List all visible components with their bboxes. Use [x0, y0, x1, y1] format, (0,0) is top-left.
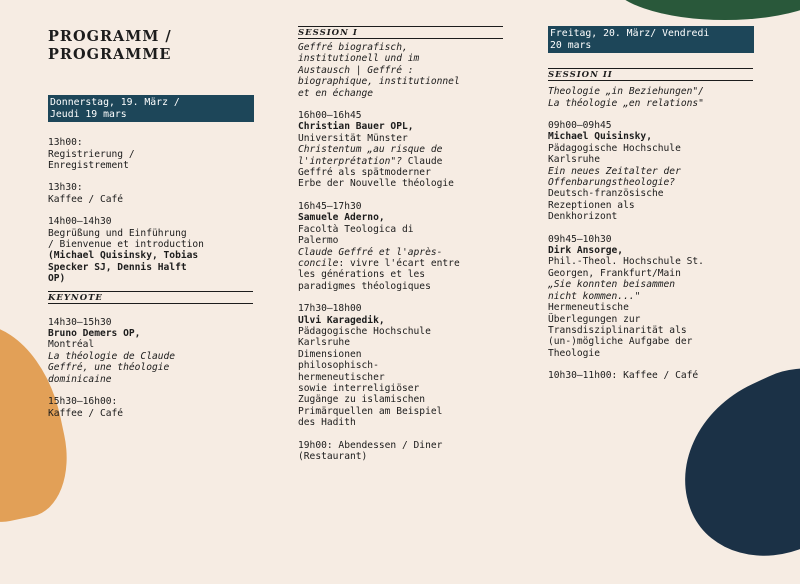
column-session-1 — [298, 0, 503, 462]
session-1-heading: SESSION I — [298, 26, 503, 39]
talk-ansorge: 09h45–10h30 Dirk Ansorge, Phil.-Theol. Hochschule St. Georgen, Frankfurt/Main „Sie konnten beisammen nicht kommen..." Hermeneutische Überlegungen zur Transdisziplinarität als (un-)mögliche Aufgabe der Theologie — [548, 233, 704, 359]
keynote-heading: KEYNOTE — [48, 291, 253, 304]
event-registration: 13h00: Registrierung / Enregistrement — [48, 137, 135, 171]
session-2-heading: SESSION II — [548, 68, 753, 81]
event-coffee-1: 13h30: Kaffee / Café — [48, 182, 124, 205]
event-coffee-2: 15h30–16h00: Kaffee / Café — [48, 396, 124, 419]
event-welcome: 14h00–14h30 Begrüßung und Einführung / Bienvenue et introduction (Michael Quisinsky, Tobias Specker SJ, Dennis Halft OP) — [48, 216, 204, 285]
day-header-friday: Freitag, 20. März/ Vendredi 20 mars — [548, 26, 754, 53]
column-friday — [548, 0, 753, 382]
column-thursday — [48, 0, 253, 419]
talk-aderno: 16h45–17h30 Samuele Aderno, Facoltà Teologica di Palermo Claude Geffré et l'après- concile: vivre l'écart entre les générations et les paradigmes théologiques — [298, 200, 460, 292]
talk-karagedik: 17h30–18h00 Ulvi Karagedik, Pädagogische Hochschule Karlsruhe Dimensionen philosophisch- hermeneutischer sowie interreligiöser Zugänge zu islamischen Primärquellen am Beispiel des Hadith — [298, 303, 443, 429]
talk-quisinsky: 09h00–09h45 Michael Quisinsky, Pädagogische Hochschule Karlsruhe Ein neues Zeitalter der Offenbarungstheologie? Deutsch-französische Rezeptionen als Denkhorizont — [548, 120, 681, 223]
session-2-theme: Theologie „in Beziehungen"/ La théologie „en relations" — [548, 86, 704, 109]
event-coffee-3: 10h30–11h00: Kaffee / Café — [548, 370, 699, 382]
program-title: PROGRAMM / PROGRAMME — [48, 28, 172, 63]
event-keynote: 14h30–15h30 Bruno Demers OP, Montréal La théologie de Claude Geffré, une théologie dominicaine — [48, 316, 176, 385]
day-header-thursday: Donnerstag, 19. März / Jeudi 19 mars — [48, 95, 254, 122]
talk-bauer: 16h00–16h45 Christian Bauer OPL, Universität Münster Christentum „au risque de l'interprétation"? Claude Geffré als spätmoderner Erbe der Nouvelle théologie — [298, 110, 454, 190]
event-dinner: 19h00: Abendessen / Diner (Restaurant) — [298, 439, 443, 462]
session-1-theme: Geffré biografisch, institutionell und im Austausch | Geffré : biographique, institutionnel et en échange — [298, 42, 460, 99]
